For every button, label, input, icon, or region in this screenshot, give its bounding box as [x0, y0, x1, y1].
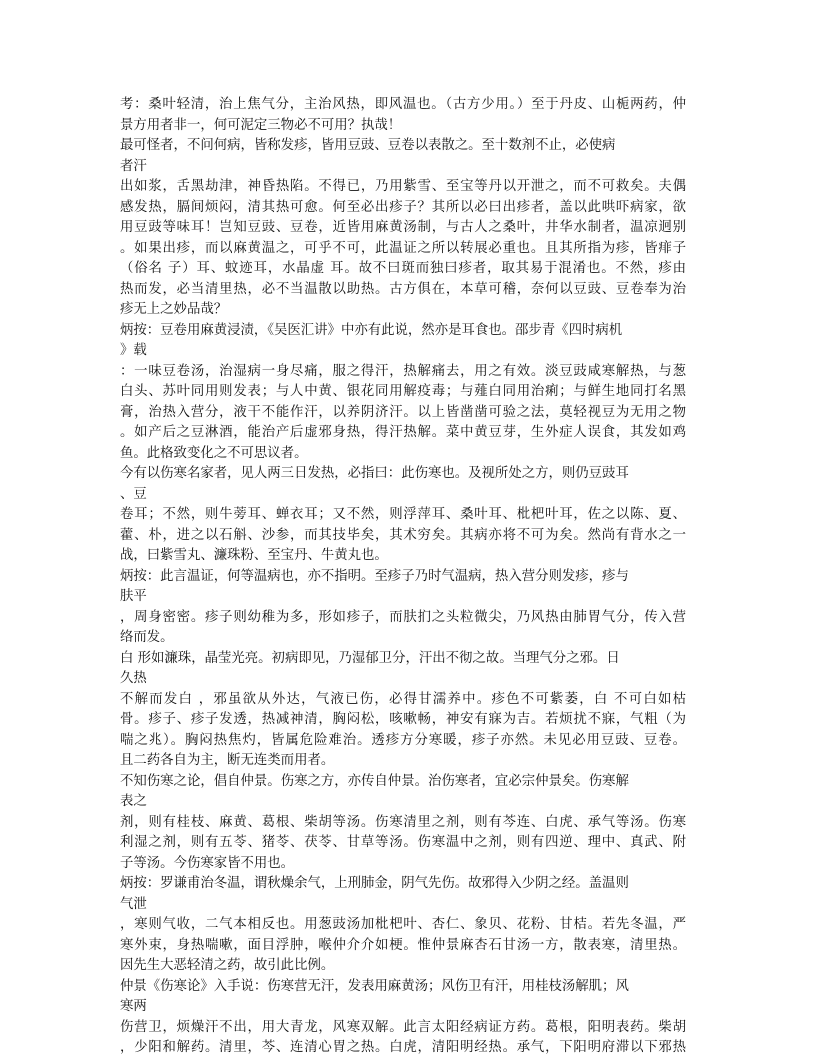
- text-line: 久热: [120, 671, 147, 686]
- text-line: ，周身密密。疹子则幼稚为多，形如疹子，而肤扪之头粒微尖，乃风热由肺胃气分，传入营: [120, 609, 686, 625]
- text-line: 络而发。: [120, 630, 174, 645]
- text-line: 卷耳；不然，则牛蒡耳、蝉衣耳；又不然，则浮萍耳、桑叶耳、枇杷叶耳，佐之以陈、夏、: [120, 507, 686, 522]
- text-line: 者汗: [120, 158, 147, 174]
- text-line: ，寒则气收，二气本相反也。用葱豉汤加枇杷叶、杏仁、象贝、花粉、甘桔。若先冬温，严: [120, 917, 686, 932]
- text-line: 景方用者非一，何可泥定三物必不可用？执哉！: [120, 117, 402, 133]
- text-line: 剂，则有桂枝、麻黄、葛根、柴胡等汤。伤寒清里之剂，则有芩连、白虎、承气等汤。伤寒: [120, 814, 686, 830]
- text-line: 》载: [120, 343, 147, 358]
- text-line: 炳按：此言温证，何等温病也，亦不指明。至疹子乃时气温病，热入营分则发疹，疹与: [120, 568, 629, 584]
- text-line: 今有以伤寒名家者，见人两三日发热，必指曰：此伤寒也。及视所处之方，则仍豆豉耳: [120, 466, 629, 481]
- text-line: 仲景《伤寒论》入手说：伤寒营无汗，发表用麻黄汤；风伤卫有汗，用桂枝汤解肌；风: [120, 978, 629, 994]
- text-line: 疹无上之妙品哉？: [120, 302, 228, 317]
- text-line: 伤营卫，烦燥汗不出，用大青龙，风寒双解。此言太阳经病证方药。葛根，阳明表药。柴胡: [120, 1019, 686, 1035]
- text-line: 膏，治热入营分，液干不能作汗，以养阴济汗。以上皆凿凿可验之法，莫轻视豆为无用之物: [120, 404, 686, 420]
- text-line: ，少阳和解药。清里，芩、连清心胃之热。白虎，清阳明经热。承气，下阳明府滞以下邪热: [120, 1040, 686, 1055]
- text-line: 战，曰紫雪丸、濂珠粉、至宝丹、牛黄丸也。: [120, 548, 388, 563]
- text-line: 气泄: [120, 896, 147, 912]
- text-line: 考：桑叶轻清，治上焦气分，主治风热，即风温也。（古方少用。）至于丹皮、山栀两药，仲: [120, 97, 686, 112]
- text-line: 鱼。此格致变化之不可思议者。: [120, 445, 308, 461]
- text-line: 不知伤寒之论，倡自仲景。伤寒之方，亦传自仲景。治伤寒者，宜必宗仲景矣。伤寒解: [120, 773, 629, 789]
- text-line: 骨。疹子、疹子发透，热减神清，胸闷松，咳嗽畅，神安有寐为吉。若烦扰不寐，气粗（为: [120, 712, 686, 727]
- text-line: 且二药各自为主，断无连类而用者。: [120, 753, 335, 768]
- text-line: （俗名 子）耳、蚊迹耳，水晶虚 耳。故不曰斑而独曰疹者，取其易于混淆也。不然，疹由: [120, 261, 686, 276]
- text-line: 白头、苏叶同用则发表；与人中黄、银花同用解疫毒；与薤白同用治痢；与鲜生地同打名黑: [120, 384, 686, 399]
- text-line: 、豆: [120, 486, 147, 502]
- text-line: 喘之兆）。胸闷热焦灼，皆属危险难治。透疹方分寒暖，疹子亦然。未见必用豆豉、豆卷。: [120, 732, 686, 748]
- text-line: 用豆豉等味耳！岂知豆豉、豆卷，近皆用麻黄汤制，与古人之桑叶，井华水制者，温凉迥别: [120, 220, 686, 235]
- text-line: 白 形如濂珠，晶莹光亮。初病即见，乃湿郁卫分，汗出不彻之故。当理气分之邪。日: [120, 650, 620, 666]
- text-line: 因先生大恶轻清之药，故引此比例。: [120, 958, 335, 973]
- text-line: 炳按：罗谦甫治冬温，谓秋燥余气，上刑肺金，阴气先伤。故邪得入少阴之经。盖温则: [120, 876, 629, 891]
- text-line: 。如果出疹，而以麻黄温之，可乎不可，此温证之所以转展必重也。且其所指为疹，皆痱子: [120, 240, 686, 256]
- text-line: 表之: [120, 794, 147, 809]
- text-line: 子等汤。今伤寒家皆不用也。: [120, 855, 295, 871]
- text-line: 寒两: [120, 999, 147, 1014]
- text-line: 感发热，膈间烦闷，清其热可愈。何至必出疹子？其所以必曰出疹者，盖以此哄吓病家，欲: [120, 199, 686, 215]
- text-line: 热而发，必当清里热，必不当温散以助热。古方俱在，本草可稽，奈何以豆豉、豆卷奉为治: [120, 281, 686, 297]
- text-line: 肤平: [120, 589, 147, 604]
- text-line: 出如浆，舌黑劫津，神昏热陷。不得已，乃用紫雪、至宝等丹以开泄之，而不可救矣。夫偶: [120, 179, 686, 194]
- text-line: 。如产后之豆淋酒，能治产后虚邪身热，得汗热解。菜中黄豆芽，生外症人误食，其发如鸡: [120, 425, 686, 440]
- text-line: 不解而发白 ，邪虽欲从外达，气液已伤，必得甘濡养中。疹色不可紫萎，白 不可白如枯: [120, 691, 686, 707]
- text-line: 最可怪者，不问何病，皆称发疹，皆用豆豉、豆卷以表散之。至十数剂不止，必使病: [120, 138, 616, 153]
- text-line: 炳按：豆卷用麻黄浸渍，《吴医汇讲》中亦有此说，然亦是耳食也。邵步青《四时病机: [120, 322, 623, 338]
- text-line: ：一味豆卷汤，治湿病一身尽痛，服之得汗，热解痛去，用之有效。淡豆豉咸寒解热，与葱: [120, 363, 686, 379]
- document-body: [120, 95, 686, 1059]
- text-line: 利湿之剂，则有五苓、猪苓、茯苓、甘草等汤。伤寒温中之剂，则有四逆、理中、真武、附: [120, 835, 686, 850]
- text-line: 寒外束，身热喘嗽，面目浮肿，喉仲介介如梗。惟仲景麻杏石甘汤一方，散表寒，清里热。: [120, 937, 686, 953]
- text-line: 藿、朴，进之以石斛、沙参，而其技毕矣，其术穷矣。其病亦将不可为矣。然尚有背水之一: [120, 527, 686, 543]
